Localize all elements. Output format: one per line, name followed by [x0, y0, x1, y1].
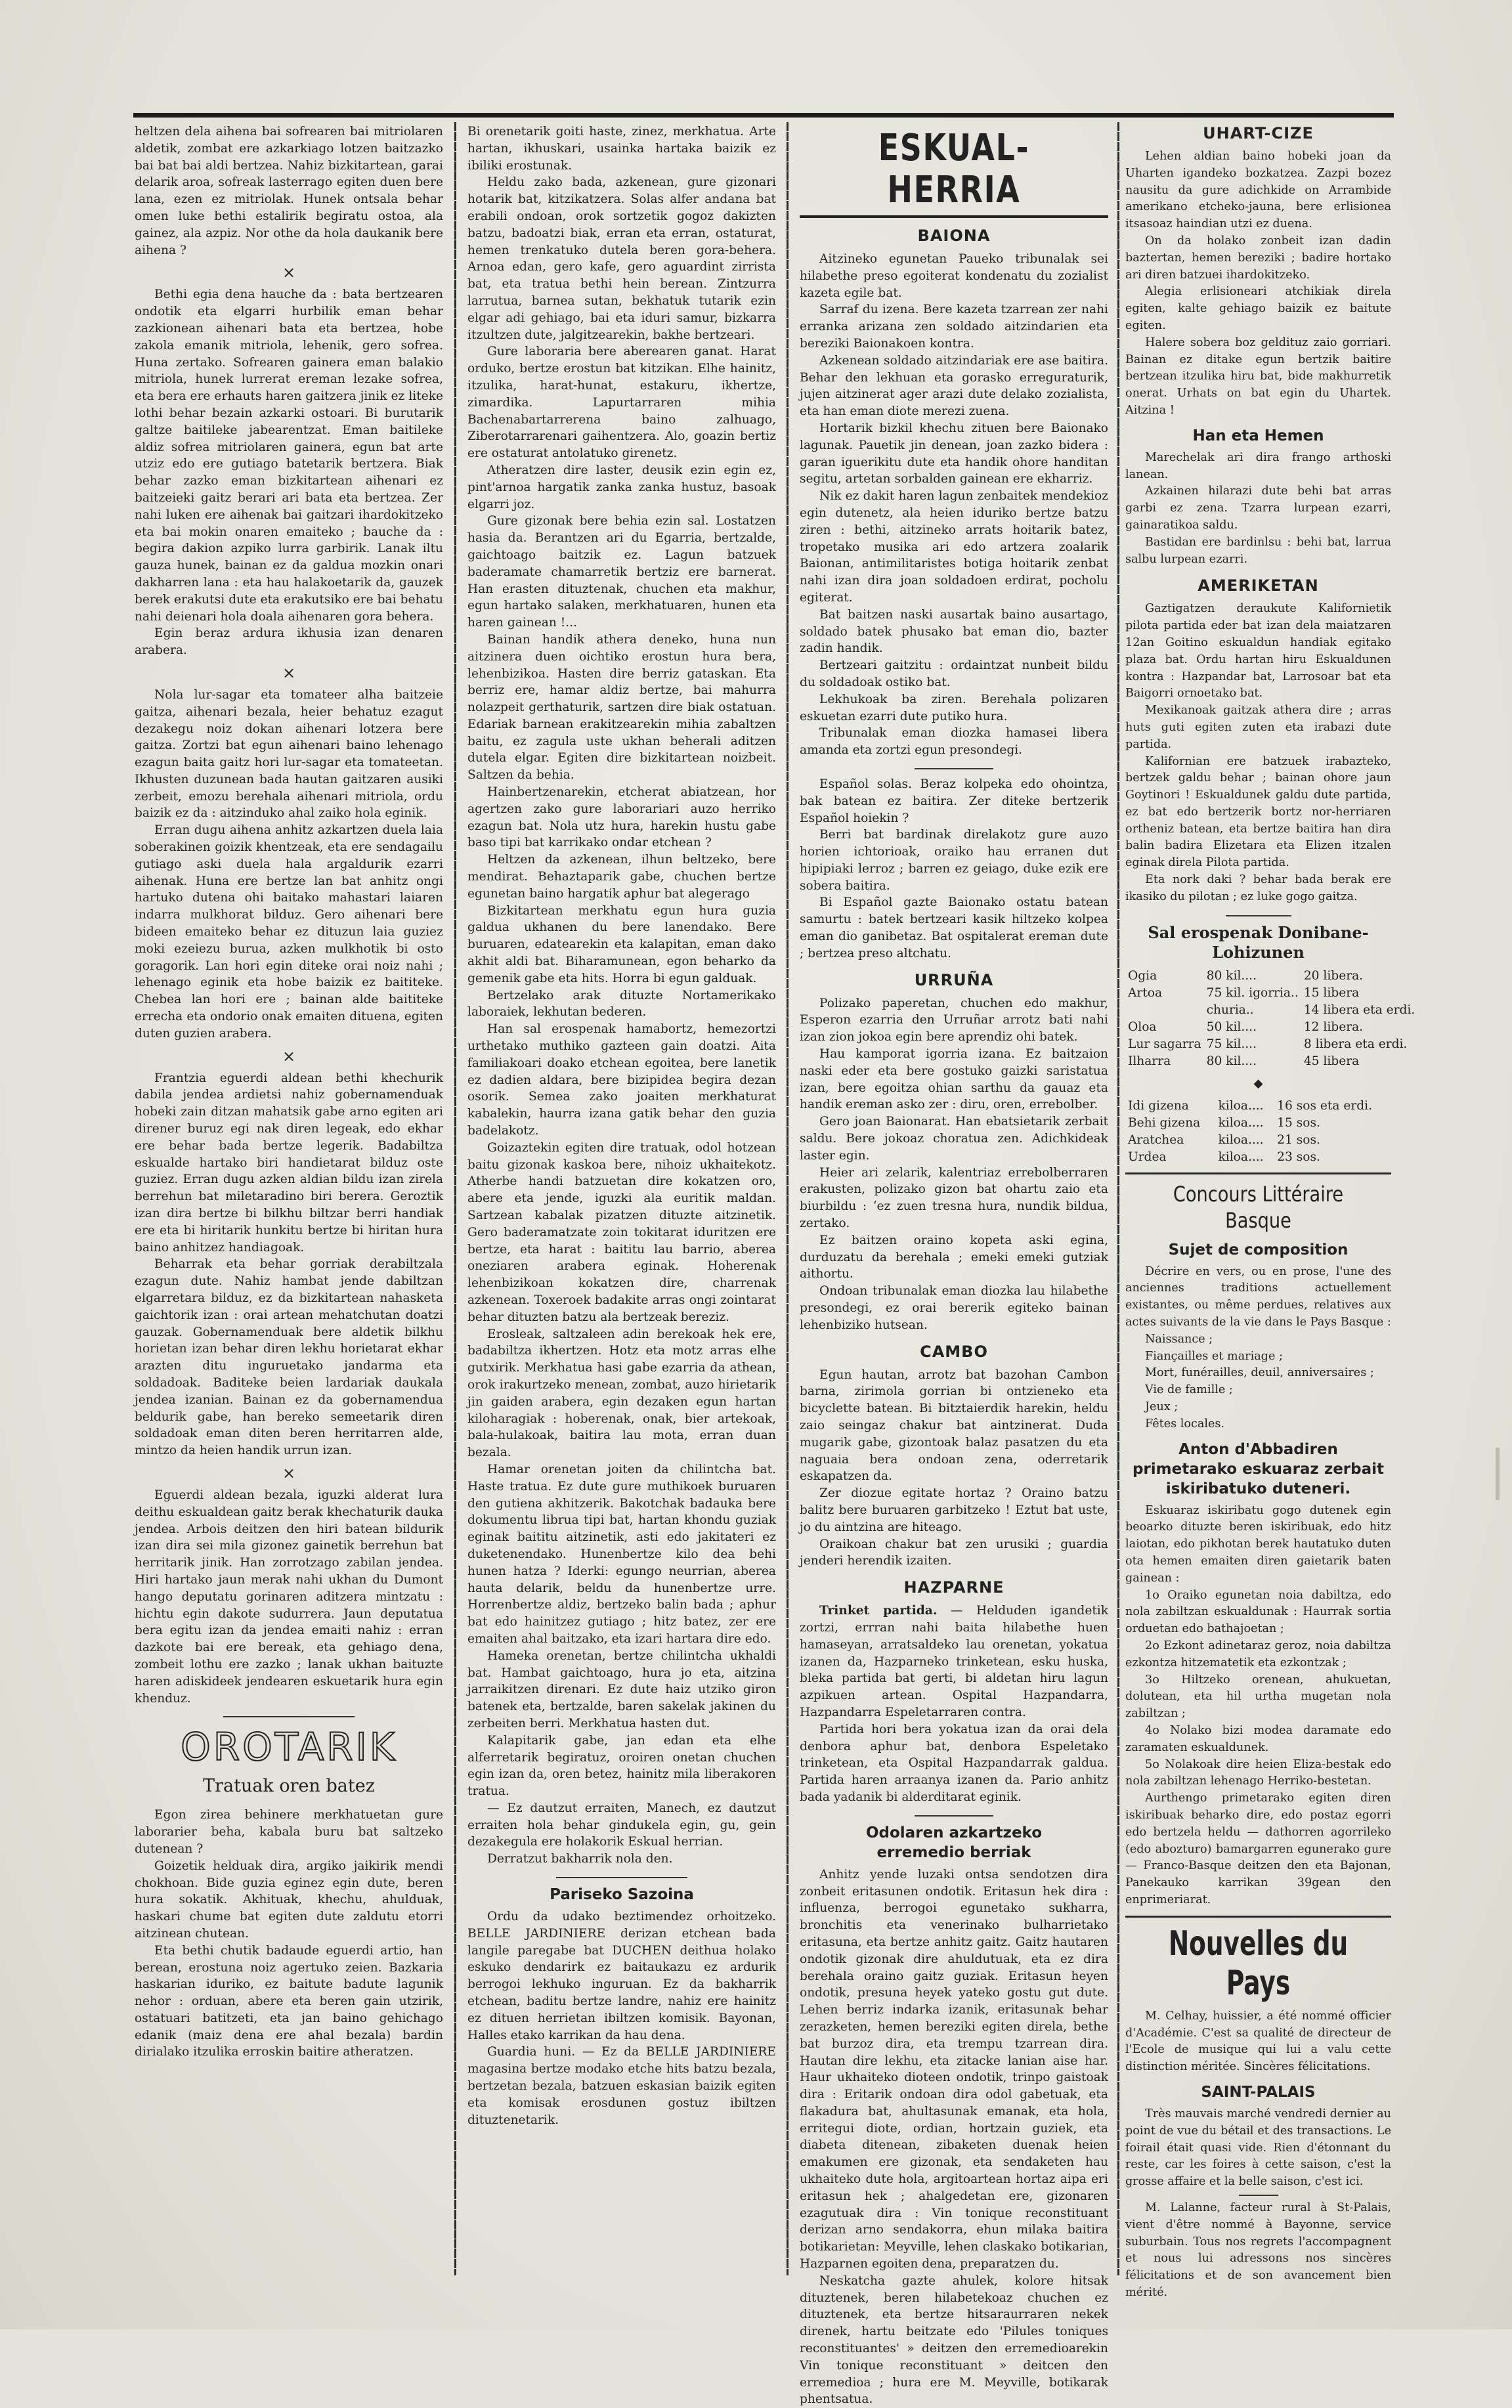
divider [556, 1877, 687, 1878]
paragraph: Hau kamporat igorria izana. Ez baitzaion naski eder eta bere gostuko gaizki saristatua izan, bere egoitza ohian sarthu da gauaz eta handik ereman asko zer : diru, oren, errebolber. [800, 1047, 1108, 1112]
section-title-nouvelles: Nouvelles du Pays [1168, 1924, 1349, 2003]
list-item: Fêtes locales. [1145, 1417, 1224, 1430]
paragraph: 2o Ezkont adinetaraz geroz, noia dabiltza ezkontza hitzematetik eta ezkontzak ; [1125, 1639, 1391, 1669]
paragraph: Lehen aldian baino hobeki joan da Uharten igandeko bozkatzea. Zazpi bozez nausitu da gure adichkide on Arrambide amerikano etcheko-jauna, bere erlisionea itsasoaz haindian utzi ez duena. [1125, 150, 1391, 231]
paragraph-text: — Helduden igandetik zortzi, errran nahi baita hilabethe huen hamaseyan, arratsaldeko lau orenetan, yokatua izanen da, Hazparneko trinketean, esku huska, bleka partida bat gerti, bi aldetan hiru lagun azpikuen artean. Ospital Hazpandarra, Hazpandarra Espeletarraren contra. [800, 1604, 1109, 1719]
divider [1125, 1916, 1391, 1918]
paragraph: Eskuaraz iskiribatu gogo dutenek egin beoarko dituzte beren iskiribuak, edo hitz laiotan, edo pikhotan berek hautatuko duten ota hemen emaiten diren gaietarik baten gainean : [1125, 1503, 1391, 1585]
paragraph: Bi Español gazte Baionako ostatu batean samurtu : batek bertzeari kasik hiltzeko kolpea eman dio ganibetaz. Bat ospitalerat ereman dute ; bertzea preso altchatu. [800, 895, 1108, 960]
paragraph: Egin beraz ardura ikhusia izan denaren arabera. [135, 626, 443, 658]
table-cell: 75 kil. igorria.. [1206, 985, 1299, 1000]
table-cell: Urdea [1128, 1150, 1167, 1164]
paragraph: Ordu da udako beztimendez orhoitzeko. BELLE JARDINIERE derizan etchean bada langile paregabe bat DUCHEN deithua holako eskuko dendarirk ez baitaukazu ez ardurik berrogoi lekhuko inguruan. Ez da bakharrik etchean, baditu bertze landre, nahiz ere hainitz ez dituen herrietan ibiltzen komisik. Bayonan, Halles etako karrikan da hau dena. [467, 1910, 776, 2042]
section-title-saint-palais: SAINT-PALAIS [1201, 2083, 1316, 2101]
paragraph: Nola lur-sagar eta tomateer alha baitzeie gaitza, aihenari bezala, heier behatuz ezagut dezakegu noiz dokan aihenari lotzera bere gaitza. Zortzi bat egun aihenari baino lehenago ezagun baita gaitz hori lur-sagar eta tomateetan. Ikhusten duzunean bada hautan gaitzaren ausiki zerbeit, emozu berehala aihenari mitriola, ordu baizik ez da : aitzinduko ahal zaiko hola eginik. [135, 687, 443, 821]
paragraph: Goizaztekin egiten dire tratuak, odol hotzean baitu gizonak kaskoa bere, nihoiz ukhaitekotz. Atherbe handi batzuetan dire kokatzen oro, abere eta jende, iguzki ala euritik maldan. Sartzean kabalak pizatzen dituzte aitzinetik. Gero baderamatzate zoin tokitarat iduritzen ere bertze, eta harat : baititu lau barrio, aberea oneziaren arabera eginak. Hoherenak lehenbizikoan kokatzen dire, charrenak azkenean. Toxeroek badakite arras ongi zointarat behar dituzten batzu ala bertzeak bereziz. [467, 1140, 776, 1324]
paragraph: Alegia erlisioneari atchikiak direla egiten, kalte gehiago baizik ez baitute egiten. [1125, 285, 1391, 332]
divider [1239, 2195, 1278, 2196]
paragraph: 5o Nolakoak dire heien Eliza-bestak edo nola zabiltzan lehenago Herriko-bestetan. [1125, 1757, 1391, 1788]
paragraph: Bastidan ere bardinlsu : behi bat, larrua salbu lurpean ezarri. [1125, 535, 1391, 566]
column-3 [800, 123, 1109, 2407]
top-rule [133, 113, 1394, 118]
paragraph: Bertzeari gaitzitu : ordaintzat nunbeit bildu du soldadoak ostiko bat. [800, 658, 1108, 689]
table-row [1125, 1036, 1417, 1053]
paragraph: Kalifornian ere batzuek irabazteko, bertzek galdu behar ; bainan ohore jaun Goytinori ! Eskualdunek galdu dute partida, ez bat edo bertzerik bortz nor-herriaren ortheniz batean, eta bertze baitira han dira balin badira Elizetara eta Elizen itzalen eginak direla Pilota partida. [1125, 754, 1391, 870]
page-edge-mark [1496, 1448, 1500, 1500]
table-row [1125, 1132, 1391, 1149]
article-subtitle: erremedio berriak [876, 1843, 1031, 1861]
subheading-anton: Anton d'Abbadiren primetarako eskuaraz zerbait iskiribatuko duteneri. [1132, 1440, 1385, 1497]
paragraph: Neskatcha gazte ahulek, kolore hitsak dituztenek, beren hilabetekoaz chuchen ez dituztenek, eta bertze hitsaraurraren nekek direnek, hartu beitzate edo 'Pilules toniques reconstituantes' » deitzen den erremedioarekin Vin tonique reconstituant » deitcen den erremedioa ; hura ere M. Meyville, botikarak phentsatua. [800, 2273, 1108, 2407]
paragraph: Lekhukoak ba ziren. Berehala polizaren eskuetan ezarri dute putiko hura. [800, 692, 1108, 723]
paragraph: Gure gizonak bere behia ezin sal. Lostatzen hasia da. Berantzen ari du Egarria, bertzalde, gaichtoago baitzik ez. Lagun batzuek baderamate chamarretik bertziz ere barnerat. Han erasten dituztenak, chuchen eta makhur, egun hartako salaken, merkhatuaren, hunen eta haren gainean !... [467, 514, 776, 630]
table-cell: 8 libera eta erdi. [1303, 1037, 1408, 1051]
table-cell: Behi gizena [1128, 1115, 1201, 1130]
paragraph: 3o Hiltzeko orenean, ahukuetan, dolutean, eta hil urtha mugetan nola zabiltzan ; [1125, 1673, 1391, 1721]
table-cell: Aratchea [1128, 1132, 1184, 1147]
table-cell: 80 kil.... [1206, 968, 1257, 983]
masthead-rule [800, 215, 1108, 218]
paragraph: Goizetik helduak dira, argiko jaikirik mendi chokhoan. Bide guzia eginez egin dute, beren hura sokatik. Akhituak, khechu, ahulduak, haskari chume bat egiten dute zaldutu etorri aitzinean chutean. [135, 1859, 443, 1941]
paragraph: Bat baitzen naski ausartak baino ausartago, soldado batek phusako bat eman dio, bazter zadin handik. [800, 607, 1108, 656]
table-cell: 20 libera. [1303, 968, 1364, 983]
divider [915, 1815, 993, 1817]
divider [1226, 915, 1291, 916]
table-row [1125, 1002, 1417, 1019]
paragraph: Mexikanoak gaitzak athera dire ; arras huts guti egiten zuten eta irabazi dute partida. [1125, 704, 1391, 751]
table-cell: 80 kil.... [1206, 1054, 1257, 1068]
article-title-pariseko: Pariseko Sazoina [550, 1886, 694, 1904]
paragraph: Marechelak ari dira frango arthoski lanean. [1125, 450, 1391, 481]
paragraph: Décrire en vers, ou en prose, l'une des anciennes traditions actuellement existantes, ou même perdues, relatives aux actes suivants de la vie dans le Pays Basque : [1125, 1264, 1391, 1329]
paragraph: Bizkitartean merkhatu egun hura guzia galdua ukhanen du bere lanendako. Bere buruaren, edatearekin eta kalapitan, eman dako akhit aldi bat. Biharamunean, egon beharko da gemenik gabe eta hits. Horra bi egun galduak. [467, 903, 776, 985]
table-cell: kiloa.... [1218, 1132, 1264, 1147]
paragraph: Nik ez dakit haren lagun zenbaitek mendekioz egin dutenetz, ala heien iduriko bertze batzu ziren : bethi, aitzineko arrats hoitarik batez, tropetako musika ari edo artzera zoalarik Baionan, antimilitaristes botiga hoitarik zenbat nahi izan dira joan soldadoen erdirat, pocholu egiterat. [800, 489, 1108, 605]
section-title-baiona: BAIONA [917, 226, 991, 245]
article-title: Tratuak oren batez [203, 1776, 375, 1797]
subheading-sujet: Sujet de composition [1168, 1241, 1349, 1258]
section-title-hazparne: HAZPARNE [903, 1578, 1004, 1597]
column-rule [787, 122, 788, 2275]
section-separator: × [282, 1463, 296, 1482]
table-cell [1125, 1002, 1204, 1019]
paragraph: Aitzineko egunetan Paueko tribunalak sei hilabethe preso egoiterat kondenatu du zozialist kazeta egile bat. [800, 252, 1108, 300]
paragraph: Frantzia eguerdi aldean bethi khechurik dabila jendea ardietsi nahiz gobernamenduak hobeki zain ditzan mahatsik gabe arno egiten ari direner buruz egi nak diren legeak, edo ekhar ere behar bada bertze legerik. Badabiltza eskualde hartako biri handietarat bilduz oste guziez. Erran dugu azken aldian bildu izan zirela berrehun bat miletaradino biri berera. Geroztik izan dira bertze bi bilkhu biltzar berri handiak ere eta bi hiritarik hunkitu bertze bi hiritan hura baino anhitzez handiagoak. [135, 1071, 443, 1255]
paragraph: Hameka orenetan, bertze chilintcha ukhaldi bat. Hambat gaichtoago, hura jo eta, aitzina jarraikitzen direnari. Ez dute haiz utziko giron batenek eta, bertzalde, baren sakelak jakinen du zerbeiten berri. Merkhatua hasten dut. [467, 1648, 776, 1731]
list-item: Jeux ; [1145, 1400, 1178, 1414]
column-1 [135, 123, 443, 2316]
paragraph: Sarraf du izena. Bere kazeta tzarrean zer nahi erranka arizana zen soldado aitzindarien eta bereziki Baionakoen kontra. [800, 303, 1108, 351]
paragraph: Anhitz yende luzaki ontsa sendotzen dira zonbeit eritasunen ondotik. Eritasun hek dira : influenza, berrogoi egunetako sukharra, bronchitis eta venerinako bulharrietako eritasuna, eta bertze anhitz gaitz. Gaitz hautaren ondotik gizonak dire ahuldutuak, eta ez dira berehala oraino gaitz guziak. Eritasun heyen ondotik, presuna heyek yateko gostu gut dute. Lehen berriz indarka izanik, eritasunak behar zerazketen, hemen bereziki egiten direla, bethe bat burzoz dira, eta trempu tzarrean dira. Hautan dire lekhu, eta zitacke lanian aise har. Haur ukhaiteko dioteen ondotik, trinpo gaistoak dira : Eritarik ondoan dira odol gabetuak, eta flakadura bat, ahultasunak emanak, eta hola, erritegui diote, ordian, hortzain guziek, eta diabeta ditenean, zibaketen duenak heien emakumen ere gizonak, eta sendaketen hau ukhaiteko dute hola, argitoartean hortaz aipa eri eritasun hek ; ahalgedetan ere, gizonaren ezagutuak dira : Vin tonique reconstituant derizan arno sendakorra, ehun milaka baitira botikarietan: Meyville, lehen claskako botikarian, Hazparnen egoiten dena, preparatzen du. [800, 1867, 1108, 2271]
section-separator: × [282, 263, 296, 282]
paragraph: Heltzen da azkenean, ilhun beltzeko, bere mendirat. Behaztaparik gabe, chuchen bertze egunetan baino hargatik aphur bat alegerago [467, 853, 776, 901]
section-title-sal-erospenak: Sal erospenak Donibane-Lohizunen [1148, 922, 1369, 962]
table-cell: 50 kil.... [1206, 1020, 1257, 1034]
section-separator: × [282, 663, 296, 682]
paragraph: Español solas. Beraz kolpeka edo ohointza, bak batean ez baitira. Zer diteke bertzerik Español hoiekin ? [800, 777, 1108, 825]
paragraph: Ondoan tribunalak eman diozka lau hilabethe presondegi, ez orai bererik egiteko bainan lehenbiziko hutsean. [800, 1284, 1108, 1332]
list-item: Mort, funérailles, deuil, anniversaires ; [1145, 1366, 1374, 1380]
section-title-orotarik: OROTARIK [181, 1725, 397, 1770]
table-cell: Idi gizena [1128, 1098, 1189, 1113]
section-title-han-eta-hemen: Han eta Hemen [1192, 427, 1324, 444]
paragraph: Egon zirea behinere merkhatuetan gure laborarier beha, kabala buru bat saltzeko dutenean ? [135, 1808, 443, 1856]
paragraph: Gero joan Baionarat. Han ebatsietarik zerbait saldu. Bere jokoaz choratua zen. Adichkideak laster egin. [800, 1115, 1108, 1163]
table-row [1125, 1019, 1417, 1036]
paragraph: Heldu zako bada, azkenean, gure gizonari hotarik bat, kitzikatzera. Solas alfer andana bat erabili ondoan, orok sortzetik gogoz dakizten batzu, badoatzi biak, erran eta erran, ostaturat, hemen trenkatuko dutela beren gora-behera. Arnoa edan, gero kafe, gero aguardint zirrista bat, eta tratua bethi hein berean. Zintzurra larrutua, barnea sutan, bekhatuk tutarik ezin elgar adi gehiago, bai eta iduri samur, bizkarra itzultzen dute, jalgitzearekin, bakhe bertzeari. [467, 175, 776, 342]
list-item: Fiançailles et mariage ; [1145, 1349, 1283, 1363]
paragraph: Bainan handik athera deneko, huna nun aitzinera duen oichtiko erostun hura bera, lehenbizikoa. Hasten dire berriz gataskan. Eta berriz ere, hamar aldiz bertze, bai mahurra nolazpeit gerthaturik, sartzen dire biak ostatuan. Edariak barnean erakitzearekin mihia zabaltzen baitu, ez zagula uste ukhan beherali aditzen dutela elgar. Egiten dire bizkitartean noizbeit. Saltzen da behia. [467, 632, 776, 783]
table-cell: 15 sos. [1277, 1115, 1320, 1130]
paragraph: Oraikoan chakur bat zen urusiki ; guardia jenderi herendik izaiten. [800, 1537, 1108, 1568]
paragraph: Eta bethi chutik badaude eguerdi artio, han berean, erostuna noiz agertuko zeien. Bazkaria haskarian iduriko, ez baitute badute lagunik nehor : orduan, abere eta beren gain utzirik, ostatuari batitzeti, eta jan baino gehichago edanik (maiz dena ere ahal bezala) bardin dirialako itzulika erroskin baitire atheratzen. [135, 1943, 443, 2059]
paragraph: Beharrak eta behar gorriak derabiltzala ezagun dute. Nahiz hambat jende dabiltzan elgarretara bilduz, ez da bizkitartean nahasketa gaichtorik izan : orai artean mehatchutan doatzi gauzak. Gobernamenduak bere aldetik bilkhu horietan izan behar diren lekhu horietarat ekhar arazten ditu inguruetako jandarma eta soldadoak. Baditeke beien lardariak daukala jendea izanian. Bainan ez da gobernamendua beldurik gabe, han bereko semeetarik diren soldadoak eman diten beren herritarren alde, mintzo da heien handik urrun izan. [135, 1257, 443, 1458]
paragraph: Partida hori bera yokatua izan da orai dela denbora aphur bat, denbora Espeletako trinketean, eta Ospital Hazpandarrak galdua. Partida haren arraanya izanen da. Pario anhitz bada yadanik bi alderditarat eginik. [800, 1722, 1108, 1804]
paragraph: Tribunalak eman diozka hamasei libera amanda eta zortzi egun presondegi. [800, 726, 1108, 758]
table-cell: kiloa.... [1218, 1098, 1264, 1113]
paragraph: On da holako zonbeit izan dadin baztertan, hemen bereziki ; badire hortako ari diren batzuei ihardokitzeko. [1125, 234, 1391, 282]
table-cell: kiloa.... [1218, 1150, 1264, 1164]
table-cell: 23 sos. [1277, 1150, 1320, 1164]
paragraph: Ez baitzen oraino kopeta aski egina, durduzatu da berehala ; emeki emeki gutziak aithortu. [800, 1233, 1108, 1281]
paragraph: Azkenean soldado aitzindariak ere ase baitira. Behar den lekhuan eta gorasko erreguraturik, jujen aitzinerat ager arazi dute delako zozialista, eta han eman diote merezi zuena. [800, 353, 1108, 419]
paragraph: M. Celhay, huissier, a été nommé officier d'Académie. C'est sa qualité de directeur de l'Ecole de musique qui lui a valu cette distinction méritée. Sincères félicitations. [1125, 2009, 1391, 2074]
table-row [1125, 1098, 1391, 1115]
paragraph: M. Lalanne, facteur rural à St-Palais, vient d'être nommé à Bayonne, service suburbain. Tous nos regrets l'accompagnent et nous lui adressons nos sincères félicitations et de son avancement bien mérité. [1125, 2201, 1391, 2299]
price-table [1125, 1098, 1391, 1166]
article-title-odolaren: Odolaren azkartzeko [865, 1824, 1043, 1841]
paragraph: Halere sobera boz geldituz zaio gorriari. Bainan ez ditake egun bertzik baitire bertzean itzulika hiru bat, bide makhurretik onerat. Urhats on bat egin du Uhartek. Aitzina ! [1125, 335, 1391, 417]
paragraph: Derratzut bakharrik nola den. [487, 1852, 673, 1866]
paragraph: Bertzelako arak dituzte Nortamerikako laboraiek, lekhutan bederen. [467, 988, 776, 1020]
divider [915, 768, 993, 769]
paragraph: — Ez dautzut erraiten, Manech, ez dautzut erraiten hola behar gindukela egin, gu, gein dezakegula ere holakorik Eskual herrian. [467, 1801, 776, 1849]
paragraph: Gure laborariа bere aberearen ganat. Harat orduko, bertze erostun bat kitzikan. Elhe hainitz, itzulika, harat-hunat, estakuru, ikhertze, zimardika. Lapurtarraren mihia Bachenabartarrerena baino zalhuago, Ziberotarrarenari gaihentzera. Alo, goazin bertiz ere ostaturat antolatuko girenetz. [467, 345, 776, 461]
table-cell: 21 sos. [1277, 1132, 1320, 1147]
paragraph: Zer diozue egitate hortaz ? Oraino batzu balitz bere buruaren garbitzeko ! Eztut bat uste, jo du aintzina are hiteago. [800, 1486, 1108, 1534]
paragraph: Han sal erospenak hamabortz, hemezortzi urthetako muthiko gazteen gain doatzi. Aita familiakoari doako etchean egoitea, bere lanetik ez dadien aldara, bere bizipidea begira dezan osorik. Semea zako joaiten merkhaturat kabalekin, haurra izana gatik behar den guzia badelakotz. [467, 1022, 776, 1138]
divider [223, 1716, 355, 1717]
paragraph: 4o Nolako bizi modea daramate edo zaramaten eskualdunek. [1125, 1724, 1391, 1754]
paragraph: Polizako paperetan, chuchen edo makhur, Esperon ezarria den Urruñar arrotz bati nahi izan zion jokoa egin bere aprendiz ohi batek. [800, 996, 1108, 1044]
divider [1125, 1172, 1391, 1174]
section-separator: × [282, 1046, 296, 1065]
paragraph: Guardia huni. — Ez da BELLE JARDINIERE magasina bertze modako etche hits batzu bezala, bertzetan bezala, batzuen eskasian baizik egiten eta komisak erosdunen gostuz ibiltzen dituztenetarik. [467, 2045, 776, 2127]
column-rule [1117, 122, 1119, 2275]
table-cell: Lur sagarra [1128, 1037, 1201, 1051]
paragraph: Atheratzen dire laster, deusik ezin egin ez, pint'arnoa hargatik zanka zanka hustuz, basoak elgarri joz. [467, 463, 776, 511]
section-title-urruna: URRUÑA [914, 970, 994, 989]
paragraph: Bethi egia dena hauche da : bata bertzearen ondotik eta elgarri hurbilik eman behar zazkionean aihenari bata eta bertzea, hobe zakola emanik mitriola, lehenik, gero sofrea. Huna zertako. Sofrearen gainera eman balakio mitriola, hunek lurrerat ereman lezake sofrea, eta bera ere erhauts haren gaitzera jinik ez liteke lothi behar bezain azkarki ostoari. Bi burutarik galtze baitileke jabearentzat. Eman baitileke aldiz sofrea mitriolaren gainera, egun bat arte utziz edo ere gutiago batetarik bertzera. Biak behar zazko eman bizkitartean aihenari ez baitzeieki gaitz berari ari bata eta bertzea. Zer nahi luken ere aihenak bai gaitzari ihardokitzeko eta bai mokin onaren emaiteko ; bauche da : begira dakion azpiko lurra garbirik. Lanak iltu gauza hunek, bainan ez da galdua mozkin onari dakharren lana : eta hau halakoetarik da, gauzek berek erakutsi dute eta erakutsiko ere bai behatu nahi deienari hola doala aihenaren gora behera. [135, 288, 443, 624]
paragraph: Hainbertzenarekin, etcherat abiatzean, hor agertzen zako gure laborariari auzo herriko ezagun bat. Nola utz hura, harekin hustu gabe baso tipi bat karrikako ondar etchean ? [467, 785, 776, 850]
column-4 [1125, 123, 1415, 2316]
paragraph: Egun hautan, arrotz bat bazohan Cambon barna, zirimola gorrian bi ontzieneko eta bicyclette batean. Bi bitztaierdik harekin, heldu zaio seingaz chakur bat aintzinerat. Duda mugarik gabe, gizontoak balaz pasatzen du eta naguaia bera ondoan zena, oderretarik eskapatzen da. [800, 1367, 1108, 1484]
table-cell: 12 libera. [1303, 1020, 1364, 1034]
paragraph: Hortarik bizkil khechu zituen bere Baionako lagunak. Pauetik jin denean, joan zazko bidera : garan iguerikitu dute eta handik ohore handitan segitu, artetan sorbalden gainean ere ekharriz. [800, 421, 1108, 486]
table-cell: 15 libera [1303, 985, 1360, 1000]
table-row [1125, 1149, 1391, 1166]
paragraph: Berri bat bardinak direlakotz gure auzo horien ichtorioak, oraiko hau erranen dut hipipiaki lerroz ; barren ez geiago, duke ezik ere sobera baitira. [800, 828, 1108, 893]
diamond-icon: ◆ [1253, 1076, 1263, 1090]
section-title-ameriketan: AMERIKETAN [1198, 576, 1319, 595]
paragraph: Gaztigatzen deraukute Kalifornietik pilota partida eder bat izan dela maiatzaren 12an Goitino eskualdun handiak egitako plaza bat. Ordu hartan hiru Eskualdunen kontra : Hazpandar bat, Larrosoar bat eta Baigorri ornoetako bat. [1125, 602, 1391, 700]
paragraph: Hamar orenetan joiten da chilintcha bat. Haste tratua. Ez dute gure muthikoek buruaren den gutiena akhitzerik. Bakotchak badauka bere dokumentu librua tipi bat, hartan khondu guziak eginak baititu aitzinetik, asti edo jakitateri ez duketenendako. Hunenbertze kilo dea behi hunen hatza ? Iderki: egungo neurrian, aberea hauta delarik, beldu da hunenbertze urre. Horrenbertze aldiz, bertzeko balin bada ; aphur bat edo hainitzez gutiago ; hitz batez, zer ere emaiten ahal baitzako, eta izari hartara dire edo. [467, 1462, 776, 1646]
paragraph: 1o Oraiko egunetan noia dabiltza, edo nola zabiltzan eskualdunak : Haurrak sortia orduetan edo bathajoetan ; [1125, 1588, 1391, 1636]
table-cell: 16 sos eta erdi. [1277, 1098, 1373, 1113]
paragraph: heltzen dela aihena bai sofrearen bai mitriolaren aldetik, zombat ere azkarkiago lotzen baitzazko bai bat bai aldi bertzea. Nahiz bizkitartean, garai delarik aroa, sofreak lasterrago egiten duen bere lana, ezen ez mitriolak. Hunek ontsala behar omen luke bethi estalirik begiratu ostoa, ala gainez, ala azpiz. Nor othe da hola daukanik bere aihena ? [135, 125, 443, 257]
table-cell: Artoa [1128, 985, 1163, 1000]
paragraph: Très mauvais marché vendredi dernier au point de vue du bétail et des transactions. Le foirail était quasi vide. Rien d'étonnant du reste, car les foires à cette saison, c'est la grosse affaire et la belle saison, c'est ici. [1125, 2107, 1391, 2189]
list-item: Vie de famille ; [1145, 1383, 1233, 1397]
paragraph: Azkainen hilarazi dute behi bat arras garbi ez zena. Tzarra lurpean ezarri, gainaratikoa saldu. [1125, 484, 1391, 532]
masthead-title: ESKUAL-HERRIA [878, 127, 1030, 211]
paragraph [800, 1602, 1108, 1721]
section-title-concours: Concours Littéraire Basque [1173, 1181, 1344, 1233]
table-cell: 14 libera eta erdi. [1303, 1002, 1415, 1017]
paragraph: Erosleak, saltzaleen adin berekoak hek ere, badabiltza ikhertzen. Hotz eta motz arras elhe gutxirik. Merkhatua hasi gabe ezarria da athean, orok irakurtzeko menean, zombat, auzo hirietarik jin gaiden arabera, egin dezaken egun hartan kiloharagiak : hoberenak, onak, bier artekoak, bala-hulakoak, baitira lau mota, erran duan bezala. [467, 1327, 776, 1460]
section-title-uhart: UHART-CIZE [1203, 124, 1314, 142]
paragraph: Aurthengo primetarako egiten diren iskiribuak beharko dire, edo postaz egorri edo bertzela heldu — dathorren agorrileko (edo abozturo) bamargarren egunerako gure — Franco-Basque deitzen den eta Bajonan, Panekauko karrikan 39gean den enprimeriarat. [1125, 1792, 1391, 1906]
table-row [1125, 1115, 1391, 1132]
price-table [1125, 968, 1417, 1070]
paragraph: Erran dugu aihena anhitz azkartzen duela laia soberakinen goizik khentzeak, eta ere sendagailu gutiago aski duela hala argaldurik ezarri aihenak. Huna ere bertze lan bat anhitz ongi hartuko dutena ohi baitako mahastari laiaren indarra mulkhorat bilduz. Gero aihenari bere bideen emaiteko behar ez dituzun laia guziez moki ezeiezu burua, azken mulkhotik bi osto goragorik. Lan hori egin diteke orai noiz nahi ; lehenago eginik eta hobe baizik ez baititeke. Chebea lan hori ere ; bainan alde baititeke errecha eta ondorio onak emaiten dituena, egiten duten guzien arabera. [135, 823, 443, 1041]
paragraph: Bi orenetarik goiti haste, zinez, merkhatua. Arte hartan, ikhuskari, usainka hartaka baizik ez ibiliki erostunak. [467, 125, 776, 173]
table-row [1125, 1053, 1417, 1070]
section-title-cambo: CAMBO [920, 1342, 988, 1361]
subheading: Trinket partida. [819, 1604, 938, 1618]
column-2 [467, 123, 776, 2316]
table-cell: Oloa [1128, 1020, 1157, 1034]
paragraph: Eta nork daki ? behar bada berak ere ikasiko du pilotan ; ez luke gogo gaitza. [1125, 873, 1391, 903]
table-cell: churia.. [1206, 1002, 1254, 1017]
paragraph: Heier ari zelarik, kalentriaz errebolberraren erakusten, polizako gizon bat ohartu zaio eta biurbildu : ‘ez zuen tresna hura, nundik bildua, zertako. [800, 1165, 1108, 1231]
paragraph: Kalapitarik gabe, jan edan eta elhe alferretarik begiratuz, oroiren onetan chuchen egin izan da, oren betez, hainitz mila liberakoren tratua. [467, 1733, 776, 1799]
table-row [1125, 985, 1417, 1002]
paragraph: Eguerdi aldean bezala, iguzki alderat lura deithu eskualdean gaitz berak khechaturik dauka jendea. Arbois deitzen den hiri batean bildurik izan dira sei mila gizonez gainetik berrehun bat herritarik jinik. Han zorrotzago zabilan jendea. Hiri hartako jaun merak nahi ukhan du Dumont hango deputatu gorinaren aditzera mintzatu : hichtu egin dakote sudurrera. Jaun deputatua bera egitu izan da jendea emaiti nahiz : erran dazkote bai ere bereak, eta gehiago dena, zombeit lothu ere zazko ; lanak ukhan baituzte haren adiskideek jendearen eskuetarik hura egin khenduz. [135, 1488, 443, 1706]
list-item: Naissance ; [1145, 1332, 1213, 1346]
table-cell: 45 libera [1303, 1054, 1360, 1068]
table-cell: 75 kil.... [1206, 1037, 1257, 1051]
table-cell: kiloa.... [1218, 1115, 1264, 1130]
column-rule [454, 122, 456, 2275]
table-row [1125, 968, 1417, 985]
table-cell: Ogia [1128, 968, 1157, 983]
table-cell: Ilharra [1128, 1054, 1171, 1068]
